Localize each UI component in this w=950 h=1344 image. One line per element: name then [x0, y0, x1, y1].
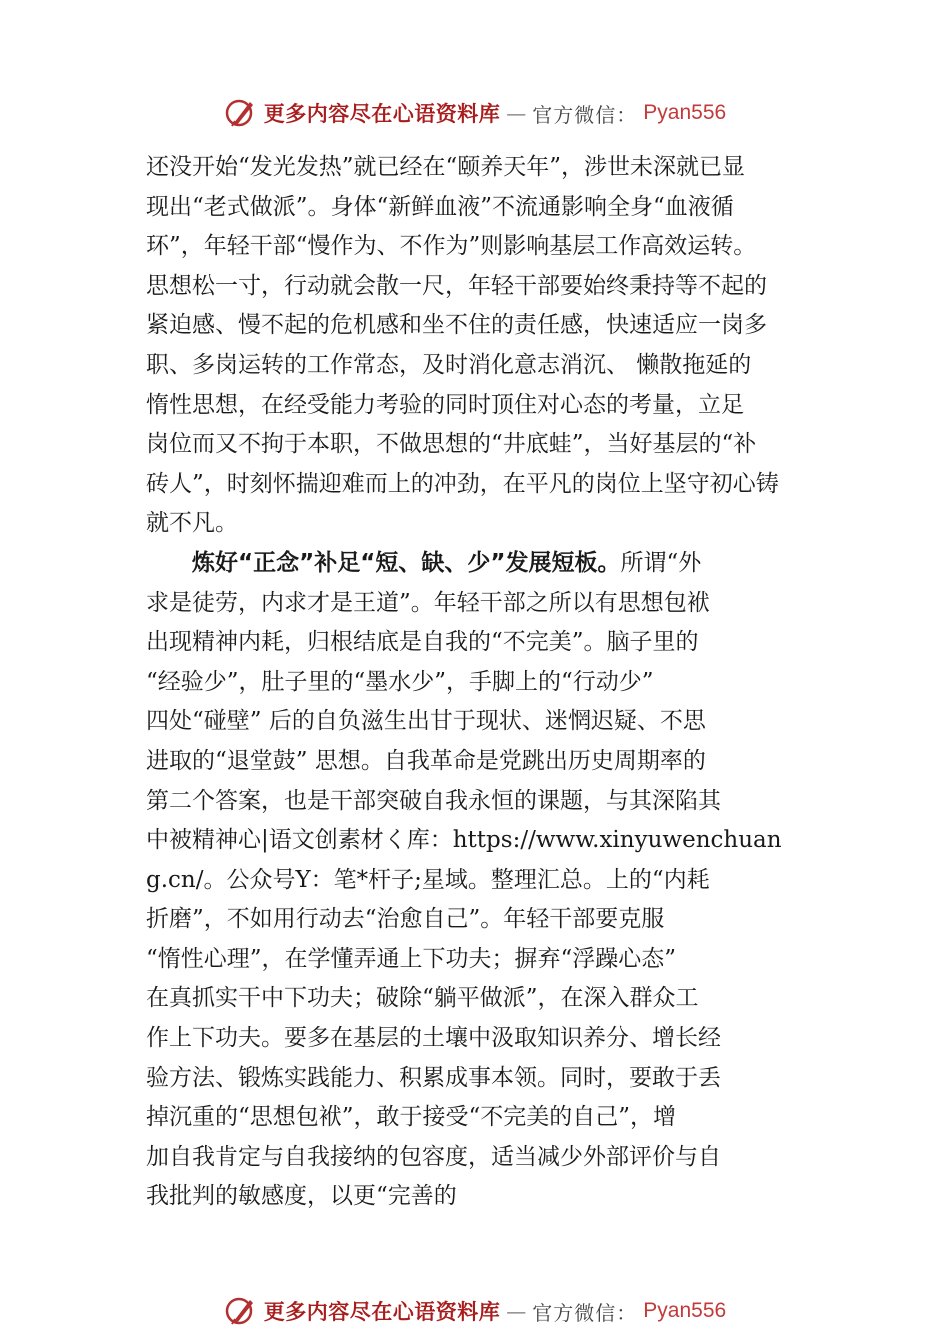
text-line: “惰性心理”，在学懂弄通上下功夫；摒弃“浮躁心态” — [146, 945, 677, 972]
banner-wechat-id: Pyan556 — [643, 1299, 727, 1322]
text-line: 思想松一寸，行动就会散一尺，年轻干部要始终秉持等不起的 — [146, 272, 767, 299]
text-line: 我批判的敏感度，以更“完善的 — [146, 1183, 457, 1210]
text-line: 验方法、锻炼实践能力、积累成事本领。同时，要敢于丢 — [146, 1064, 721, 1091]
paragraph-1 — [146, 148, 816, 544]
text-line: 岗位而又不拘于本职，不做思想的“井底蛙”，当好基层的“补 — [146, 431, 757, 458]
text-line: 折磨”，不如用行动去“治愈自己”。年轻干部要克服 — [146, 906, 665, 933]
text-line: 紧迫感、慢不起的危机感和坐不住的责任感，快速适应一岗多 — [146, 312, 767, 339]
banner-dash: — — [506, 101, 527, 125]
document-body — [146, 148, 816, 1217]
text-line: 中被精神心|语文创素材く库：https://www.xinyuwenchuan — [146, 827, 782, 854]
paragraph-2 — [146, 544, 816, 1217]
text-span: 所谓“外 — [620, 549, 702, 576]
text-line: g.cn/。公众号Y：笔*杆子;星域。整理汇总。上的“内耗 — [146, 866, 710, 893]
quill-logo-icon — [224, 96, 258, 130]
text-line: 还没开始“发光发热”就已经在“颐养天年”，涉世未深就已显 — [146, 154, 746, 180]
banner-official-label: 官方微信： — [532, 102, 638, 127]
section-heading: 炼好“正念”补足“短、缺、少”发展短板。 — [192, 549, 621, 576]
text-line: 第二个答案，也是干部突破自我永恒的课题，与其深陷其 — [146, 787, 721, 814]
banner-official-label: 官方微信： — [532, 1300, 638, 1325]
header-banner — [0, 92, 950, 134]
text-line: 求是徒劳，内求才是王道”。年轻干部之所以有思想包袱 — [146, 589, 710, 616]
text-line: 掉沉重的“思想包袱”，敢于接受“不完美的自己”，增 — [146, 1104, 677, 1131]
text-line: “经验少”，肚子里的“墨水少”，手脚上的“行动少” — [146, 668, 654, 695]
text-line: 四处“碰壁” 后的自负滋生出甘于现状、迷惘迟疑、不思 — [146, 708, 706, 735]
paragraph-2-first-line — [146, 544, 816, 584]
footer-banner — [0, 1290, 950, 1332]
text-line: 进取的“退堂鼓” 思想。自我革命是党跳出历史周期率的 — [146, 747, 706, 774]
text-line: 就不凡。 — [146, 510, 238, 537]
banner-brand: 更多内容尽在心语资料库 — [263, 101, 501, 126]
text-line: 加自我肯定与自我接纳的包容度，适当减少外部评价与自 — [146, 1143, 721, 1170]
text-line: 职、多岗运转的工作常态，及时消化意志消沉、 懒散拖延的 — [146, 351, 752, 378]
text-line: 砖人”，时刻怀揣迎难而上的冲劲，在平凡的岗位上坚守初心铸 — [146, 470, 779, 497]
text-line: 现出“老式做派”。身体“新鲜血液”不流通影响全身“血液循 — [146, 193, 734, 220]
text-line: 作上下功夫。要多在基层的土壤中汲取知识养分、增长经 — [146, 1025, 721, 1052]
text-line: 出现精神内耗，归根结底是自我的“不完美”。脑子里的 — [146, 629, 699, 656]
banner-dash: — — [506, 1299, 527, 1323]
text-line: 惰性思想，在经受能力考验的同时顶住对心态的考量，立足 — [146, 391, 744, 418]
text-line: 在真抓实干中下功夫；破除“躺平做派”，在深入群众工 — [146, 985, 699, 1012]
banner-brand: 更多内容尽在心语资料库 — [263, 1299, 501, 1324]
text-line: 环”，年轻干部“慢作为、不作为”则影响基层工作高效运转。 — [146, 233, 757, 260]
banner-wechat-id: Pyan556 — [643, 101, 727, 124]
quill-logo-icon — [224, 1294, 258, 1328]
